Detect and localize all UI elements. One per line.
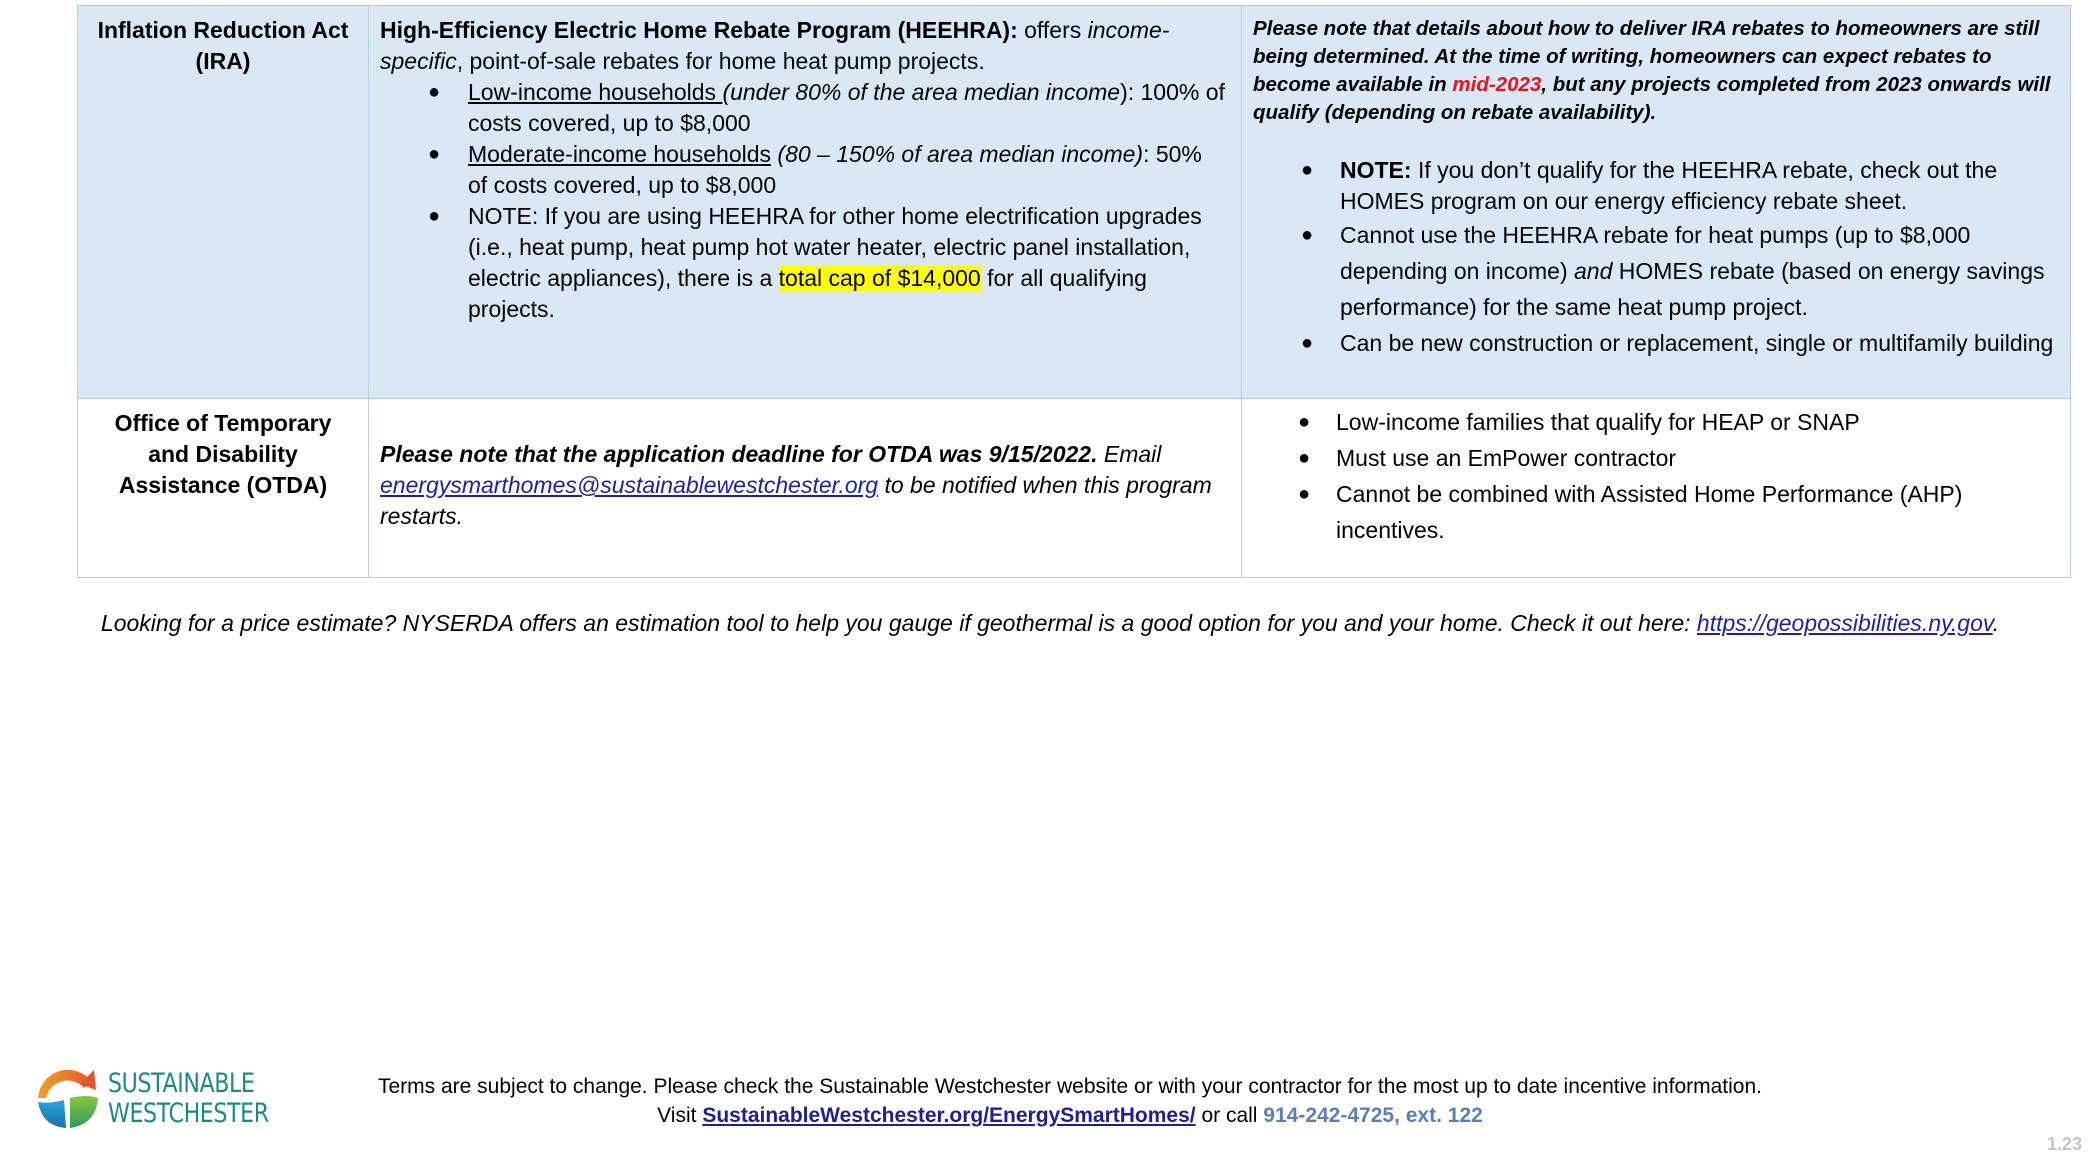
footer-visit-label: Visit [657, 1104, 703, 1127]
homes-note-text: If you don’t qualify for the HEEHRA rebate, check out the HOMES program on our energy efficiency rebate sheet. [1340, 157, 1998, 214]
list-item-no-double-rebate [1253, 217, 2054, 325]
ira-disclaimer-text-b: , but any projects completed from 2023 onwards will qualify (depending on rebate availability). [1253, 73, 2051, 124]
list-item-total-cap-note [380, 201, 1227, 325]
price-estimate-note [0, 608, 2100, 638]
ira-notes-list [1253, 155, 2054, 361]
bullet-icon: ● [428, 205, 441, 227]
otda-deadline: Please note that the application deadline for OTDA was 9/15/2022. [380, 441, 1098, 467]
homes-note-label: NOTE: [1340, 157, 1412, 183]
bullet-icon: ● [428, 81, 441, 103]
moderate-income-rest: : 50% of costs covered, up to $8,000 [468, 141, 1202, 198]
double-rebate-text-a: Cannot use the HEEHRA rebate for heat pumps (up to $8,000 depending on income) [1340, 222, 1971, 284]
low-income-label: Low-income households [468, 79, 723, 105]
moderate-income-qualifier: (80 – 150% of area median income) [771, 141, 1144, 167]
footer [300, 1072, 1840, 1130]
program-cell-otda [78, 399, 369, 578]
moderate-income-label: Moderate-income households [468, 141, 772, 167]
bullet-icon: ● [1298, 483, 1311, 505]
logo-mark-icon [34, 1064, 106, 1134]
list-item-construction-type [1253, 325, 2054, 361]
sustainable-westchester-logo [34, 1064, 269, 1134]
ira-disclaimer-text-a: Please note that details about how to deliver IRA rebates to homeowners are still being determined. At the time of writing, homeowners can expect rebates to become available in [1253, 17, 2040, 96]
details-cell-ira [369, 6, 1242, 399]
geopossibilities-link[interactable]: https://geopossibilities.ny.gov [1696, 610, 1993, 636]
list-item-homes-note [1253, 155, 2054, 217]
list-item-moderate-income [380, 139, 1227, 201]
program-name-ira: Inflation Reduction Act (IRA) [97, 17, 349, 74]
low-income-qualifier: (under 80% of the area median income [722, 79, 1121, 105]
ira-availability-date: mid-2023 [1452, 73, 1542, 96]
heehra-intro [380, 15, 1227, 77]
double-rebate-italic: and [1574, 258, 1613, 284]
list-item-heap-snap [1253, 404, 2054, 440]
bullet-icon: ● [428, 143, 441, 165]
no-ahp-text: Cannot be combined with Assisted Home Performance (AHP) incentives. [1336, 481, 1963, 543]
otda-deadline-note [380, 439, 1227, 532]
footer-or-call-label: or call [1195, 1104, 1264, 1127]
program-cell-ira [78, 6, 369, 399]
bullet-icon: ● [1298, 411, 1311, 433]
details-cell-otda [369, 399, 1242, 578]
bullet-icon: ● [1301, 224, 1314, 246]
logo-word-westchester: WESTCHESTER [108, 1098, 269, 1129]
footer-phone: 914-242-4725, ext. 122 [1263, 1104, 1483, 1127]
heehra-bullet-list [380, 77, 1227, 325]
incentives-table [77, 5, 2071, 578]
page-number: 1.23 [2046, 1134, 2082, 1154]
notes-cell-ira [1242, 6, 2071, 399]
ira-disclaimer [1253, 15, 2054, 127]
footer-terms: Terms are subject to change. Please check the Sustainable Westchester website or with your contractor for the most up to date incentive information. [378, 1075, 1762, 1098]
heehra-title: High-Efficiency Electric Home Rebate Program (HEEHRA): [380, 17, 1018, 43]
otda-notes-list [1253, 404, 2054, 548]
otda-email-link[interactable]: energysmarthomes@sustainablewestchester.org [380, 472, 879, 498]
table-row-otda [78, 399, 2071, 578]
energy-smart-homes-link[interactable]: SustainableWestchester.org/EnergySmartHomes/ [702, 1104, 1196, 1127]
list-item-empower-contractor [1253, 440, 2054, 476]
notes-cell-otda [1242, 399, 2071, 578]
double-rebate-text-b: HOMES rebate (based on energy savings performance) for the same heat pump project. [1340, 258, 2045, 320]
table-row-ira [78, 6, 2071, 399]
total-cap-highlight: total cap of $14,000 [778, 265, 981, 291]
empower-contractor-text: Must use an EmPower contractor [1336, 445, 1677, 471]
price-estimate-text: Looking for a price estimate? NYSERDA offers an estimation tool to help you gauge if geothermal is a good option for you and your home. Check it out here: [100, 610, 1697, 636]
bullet-icon: ● [1301, 332, 1314, 354]
heehra-intro-text-a: offers [1017, 17, 1088, 43]
list-item-no-ahp [1253, 476, 2054, 548]
price-estimate-end: . [1992, 610, 2000, 636]
list-item-low-income [380, 77, 1227, 139]
logo-word-sustainable: SUSTAINABLE [108, 1068, 255, 1099]
bullet-icon: ● [1298, 447, 1311, 469]
heehra-intro-italic: income-specific [380, 17, 1170, 74]
bullet-icon: ● [1301, 159, 1314, 181]
heap-snap-text: Low-income families that qualify for HEAP or SNAP [1336, 409, 1860, 435]
footer-contact [300, 1101, 1840, 1130]
heehra-intro-text-b: , point-of-sale rebates for home heat pump projects. [456, 48, 985, 74]
total-cap-note-text-a: NOTE: If you are using HEEHRA for other home electrification upgrades (i.e., heat pump, heat pump hot water heater, electric panel installation, electric appliances), there is a [468, 203, 1202, 291]
low-income-rest: ): 100% of costs covered, up to $8,000 [468, 79, 1225, 136]
otda-email-prefix: Email [1097, 441, 1162, 467]
total-cap-note-text-b: for all qualifying projects. [468, 265, 1147, 322]
otda-email-suffix: to be notified when this program restarts. [380, 472, 1212, 529]
program-name-otda: Office of Temporary and Disability Assistance (OTDA) [114, 410, 332, 498]
construction-type-text: Can be new construction or replacement, single or multifamily building [1340, 330, 2054, 356]
